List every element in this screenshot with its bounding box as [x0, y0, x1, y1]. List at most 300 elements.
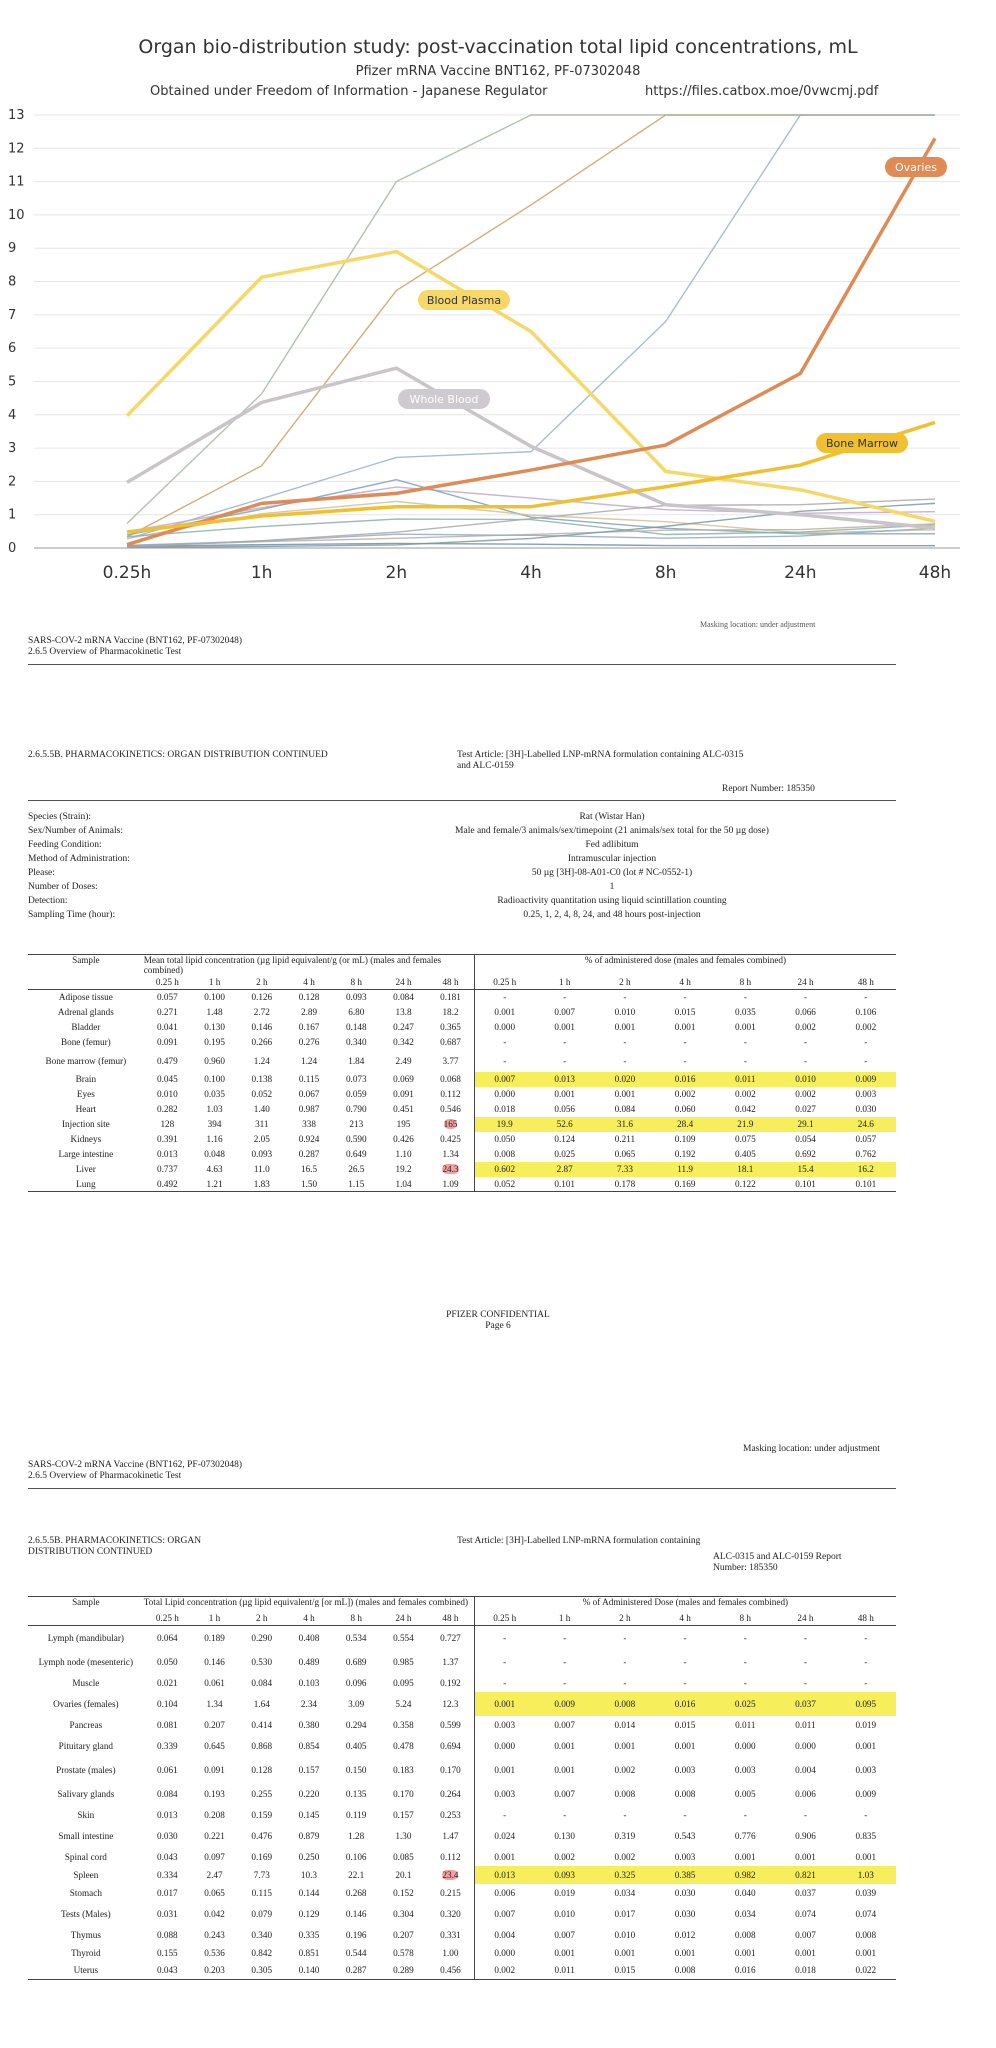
percent-dose-cell: -: [864, 1632, 868, 1643]
organ-name: Lung: [28, 1177, 144, 1192]
meta-value: 0.25, 1, 2, 4, 8, 24, and 48 hours post-injection: [523, 910, 701, 920]
percent-dose-cell: -: [864, 1677, 868, 1688]
concentration-value: 1.30: [395, 1830, 412, 1841]
time-header: 48 h: [836, 975, 896, 990]
percent-dose-cell: 0.016: [715, 1962, 775, 1980]
concentration-value: 0.079: [251, 1908, 273, 1919]
meta-label: Sampling Time (hour):: [28, 910, 116, 920]
organ-name: Bone marrow (femur): [45, 1055, 127, 1066]
concentration-cell: [285, 1650, 332, 1674]
concentration-cell: [285, 1758, 332, 1782]
x-tick-label: 0.25h: [102, 563, 152, 583]
concentration-cell: [144, 1944, 191, 1962]
concentration-value: 0.100: [204, 992, 225, 1003]
concentration-cell: [144, 1674, 191, 1692]
y-tick-label: 2: [8, 474, 17, 490]
time-header: 4 h: [285, 1611, 332, 1626]
percent-dose-cell: 0.052: [474, 1177, 534, 1192]
concentration-cell: [427, 1734, 474, 1758]
percent-dose-cell: 0.006: [795, 1788, 816, 1799]
percent-dose-cell: -: [864, 1656, 868, 1667]
concentration-cell: [238, 1824, 285, 1848]
concentration-cell: [380, 1650, 427, 1674]
concentration-value: 0.144: [298, 1887, 320, 1898]
percent-dose-cell: 0.042: [735, 1104, 756, 1114]
concentration-value: 0.320: [440, 1908, 461, 1919]
concentration-cell: [380, 1944, 427, 1962]
percent-dose-cell: 0.003: [474, 1716, 534, 1734]
percent-dose-cell: 0.000: [474, 1087, 534, 1102]
concentration-cell: [238, 1626, 285, 1650]
concentration-value: 0.924: [298, 1134, 320, 1144]
concentration-cell: [380, 1782, 427, 1806]
percent-dose-cell: 0.005: [734, 1788, 756, 1799]
report-line: ALC-0315 and ALC-0159 Report: [713, 1552, 842, 1562]
percent-dose-cell: 0.001: [614, 1022, 636, 1032]
percent-dose-cell: 0.008: [655, 1962, 715, 1980]
concentration-value: 1.83: [253, 1178, 270, 1189]
concentration-value: 0.405: [345, 1740, 367, 1751]
percent-dose-cell: 0.034: [614, 1887, 636, 1898]
percent-dose-cell: -: [563, 1632, 567, 1643]
concentration-value: 0.183: [393, 1764, 414, 1775]
concentration-value: 10.3: [300, 1869, 317, 1880]
concentration-cell: [144, 1926, 191, 1944]
concentration-value: 19.2: [395, 1164, 412, 1174]
concentration-cell: [144, 1626, 191, 1650]
concentration-value: 0.138: [251, 1074, 273, 1084]
concentration-value: 0.215: [440, 1887, 461, 1898]
organ-name: Spinal cord: [64, 1851, 107, 1862]
table-row: [28, 1944, 896, 1962]
percent-dose-cell: -: [563, 1656, 567, 1667]
time-header: 24 h: [380, 1611, 427, 1626]
percent-dose-cell: 0.001: [855, 1947, 877, 1958]
concentration-cell: [238, 1782, 285, 1806]
percent-dose-cell: 0.027: [795, 1104, 816, 1114]
concentration-value: 0.220: [298, 1788, 320, 1799]
concentration-value: 0.207: [393, 1929, 414, 1940]
concentration-value: 0.106: [345, 1851, 367, 1862]
concentration-value: 0.358: [393, 1719, 414, 1730]
percent-dose-cell: 0.066: [795, 1007, 816, 1017]
percent-dose-cell: 0.319: [614, 1830, 636, 1841]
percent-dose-cell: 0.010: [614, 1929, 636, 1940]
meta-label: Feeding Condition:: [28, 840, 102, 850]
concentration-value: 0.414: [251, 1719, 273, 1730]
percent-dose-cell: 0.001: [614, 1740, 636, 1751]
percent-dose-cell: 21.9: [715, 1117, 775, 1132]
percent-dose-cell: 0.124: [554, 1134, 576, 1144]
concentration-cell: [191, 1692, 238, 1716]
concentration-cell: [191, 1626, 238, 1650]
percent-dose-cell: 0.003: [474, 1782, 534, 1806]
concentration-cell: [191, 1902, 238, 1926]
label-ovaries: Ovaries: [895, 161, 937, 174]
time-header: 48 h: [427, 1611, 474, 1626]
percent-dose-cell: 0.835: [855, 1830, 877, 1841]
concentration-value: 0.093: [251, 1149, 273, 1159]
concentration-cell: [380, 1884, 427, 1902]
concentration-cell: [191, 1806, 238, 1824]
concentration-value: 0.104: [156, 1698, 178, 1709]
doc-header-line: SARS-COV-2 mRNA Vaccine (BNT162, PF-07302048): [28, 1460, 243, 1470]
percent-dose-cell: 0.004: [474, 1926, 534, 1944]
concentration-cell: [333, 1674, 380, 1692]
col-header-sample: Sample: [28, 955, 144, 976]
concentration-value: 0.048: [204, 1149, 225, 1159]
concentration-value: 0.061: [204, 1677, 225, 1688]
concentration-value: 2.89: [301, 1007, 318, 1017]
col-header-percent-dose: % of administered dose (males and females combined): [474, 955, 896, 976]
percent-dose-cell: 0.001: [855, 1851, 877, 1862]
concentration-value: 0.135: [345, 1788, 367, 1799]
concentration-value: 5.24: [395, 1698, 412, 1709]
concentration-value: 0.289: [393, 1965, 414, 1976]
concentration-cell: [380, 1674, 427, 1692]
organ-name: Thymus: [70, 1929, 101, 1940]
percent-dose-cell: 0.037: [795, 1887, 816, 1898]
percent-dose-cell: 0.050: [474, 1132, 534, 1147]
concentration-value: 0.250: [298, 1851, 320, 1862]
test-article-line: and ALC-0159: [457, 761, 514, 771]
concentration-value: 2.49: [395, 1055, 412, 1066]
percent-dose-cell: 0.074: [795, 1908, 816, 1919]
time-header: 4 h: [285, 975, 332, 990]
percent-dose-cell: 0.000: [474, 1020, 534, 1035]
organ-name: Adrenal glands: [57, 1007, 114, 1017]
percent-dose-cell: -: [743, 1055, 747, 1066]
percent-dose-cell: 0.013: [474, 1866, 534, 1884]
concentration-value: 0.157: [393, 1809, 414, 1820]
header-rule: [28, 1488, 896, 1489]
section-title: [28, 1536, 201, 1558]
percent-dose-cell: 15.4: [775, 1162, 835, 1177]
percent-dose-cell: -: [474, 990, 534, 1005]
percent-dose-cell: 0.003: [734, 1764, 756, 1775]
percent-dose-cell: 0.000: [795, 1740, 816, 1751]
concentration-cell: [427, 1716, 474, 1734]
percent-dose-cell: 0.009: [836, 1072, 896, 1087]
concentration-value: 1.00: [442, 1947, 459, 1958]
percent-dose-cell: 0.001: [614, 1947, 636, 1958]
concentration-value: 0.492: [157, 1178, 178, 1189]
concentration-cell: [285, 1824, 332, 1848]
section-title: 2.6.5.5B. PHARMACOKINETICS: ORGAN DISTRIBUTION CONTINUED: [28, 750, 328, 760]
concentration-cell: [380, 1734, 427, 1758]
concentration-cell: [285, 1866, 332, 1884]
concentration-value: 0.093: [345, 992, 367, 1003]
percent-dose-cell: 2.87: [535, 1162, 595, 1177]
concentration-value: 0.478: [393, 1740, 414, 1751]
concentration-cell: [333, 1782, 380, 1806]
concentration-value: 1.47: [442, 1830, 459, 1841]
concentration-cell: [427, 1674, 474, 1692]
x-tick-label: 1h: [250, 563, 273, 583]
organ-name: Bladder: [71, 1022, 101, 1032]
percent-dose-cell: 29.1: [775, 1117, 835, 1132]
concentration-value: 0.095: [393, 1677, 414, 1688]
concentration-value: 0.068: [440, 1074, 461, 1084]
concentration-cell: [191, 1824, 238, 1848]
concentration-value: 0.115: [298, 1074, 320, 1084]
concentration-value: 0.271: [157, 1007, 178, 1017]
percent-dose-cell: -: [864, 1037, 868, 1047]
concentration-value: 0.737: [157, 1164, 178, 1174]
percent-dose-cell: -: [803, 1677, 807, 1688]
concentration-cell: [427, 1902, 474, 1926]
percent-dose-cell: 0.074: [855, 1908, 877, 1919]
percent-dose-cell: -: [804, 1055, 808, 1066]
percent-dose-cell: 0.030: [674, 1887, 696, 1898]
percent-dose-cell: 0.001: [735, 1022, 756, 1032]
concentration-cell: [380, 1962, 427, 1980]
doc-header-line: 2.6.5 Overview of Pharmacokinetic Test: [28, 647, 182, 657]
concentration-value: 1.64: [253, 1698, 270, 1709]
percent-dose-cell: 0.002: [474, 1962, 534, 1980]
percent-dose-cell: 0.011: [735, 1719, 756, 1730]
concentration-value: 0.987: [298, 1104, 320, 1114]
section-title-line: DISTRIBUTION CONTINUED: [28, 1547, 153, 1557]
concentration-value: 0.305: [251, 1965, 273, 1976]
concentration-value: 0.340: [345, 1037, 367, 1047]
concentration-cell: [144, 1884, 191, 1902]
concentration-cell: [427, 1926, 474, 1944]
percent-dose-cell: 0.019: [855, 1719, 877, 1730]
col-header-percent-dose: % of Administered Dose (males and females combined): [474, 1597, 896, 1612]
concentration-value: 2.34: [300, 1698, 317, 1709]
concentration-value: 0.043: [156, 1965, 178, 1976]
organ-name: Spleen: [73, 1869, 99, 1880]
concentration-value: 0.408: [298, 1632, 320, 1643]
report-line: Number: 185350: [713, 1563, 778, 1573]
meta-value: Male and female/3 animals/sex/timepoint (21 animals/sex total for the 50 µg dose): [455, 826, 769, 836]
concentration-cell: [427, 1626, 474, 1650]
table-row: [28, 1650, 896, 1674]
time-header: 0.25 h: [144, 1611, 191, 1626]
time-header: 4 h: [655, 975, 715, 990]
concentration-value: 0.304: [393, 1908, 414, 1919]
concentration-cell: [238, 1866, 285, 1884]
concentration-value: 0.065: [204, 1887, 225, 1898]
percent-dose-cell: 1.03: [836, 1866, 896, 1884]
concentration-cell: [333, 1692, 380, 1716]
concentration-cell: [238, 1734, 285, 1758]
concentration-cell: [238, 1692, 285, 1716]
concentration-value: 213: [349, 1119, 364, 1129]
y-tick-label: 12: [8, 141, 25, 157]
concentration-value: 0.534: [345, 1632, 367, 1643]
percent-dose-cell: 0.001: [734, 1947, 756, 1958]
percent-dose-cell: 0.084: [614, 1104, 636, 1114]
concentration-value: 0.196: [345, 1929, 367, 1940]
concentration-value: 0.340: [251, 1929, 273, 1940]
table-row: [28, 1902, 896, 1926]
organ-name: Lymph node (mesenteric): [38, 1656, 134, 1667]
percent-dose-cell: 0.002: [855, 1022, 877, 1032]
meta-label: Number of Doses:: [28, 882, 98, 892]
chart-source-url[interactable]: https://files.catbox.moe/0vwcmj.pdf: [645, 84, 879, 99]
concentration-value: 0.064: [156, 1632, 178, 1643]
x-tick-label: 2h: [385, 563, 408, 583]
concentration-value: 0.084: [251, 1677, 273, 1688]
percent-dose-cell: 0.602: [474, 1162, 534, 1177]
percent-dose-cell: 0.011: [795, 1719, 816, 1730]
concentration-cell: [380, 1824, 427, 1848]
meta-value: Rat (Wistar Han): [579, 812, 645, 822]
concentration-cell: [333, 1962, 380, 1980]
table-row: [28, 1866, 896, 1884]
concentration-value: 1.34: [442, 1149, 459, 1159]
concentration-cell: [144, 1650, 191, 1674]
concentration-value: 1.48: [206, 1007, 223, 1017]
concentration-value: 0.530: [251, 1656, 273, 1667]
concentration-cell: [333, 1716, 380, 1734]
percent-dose-cell: -: [623, 1632, 627, 1643]
concentration-value: 0.544: [345, 1947, 367, 1958]
concentration-value: 0.689: [345, 1656, 367, 1667]
concentration-value: 0.294: [345, 1719, 367, 1730]
table-time-row: [28, 1611, 896, 1626]
percent-dose-cell: 0.821: [775, 1866, 835, 1884]
concentration-value: 1.09: [442, 1178, 459, 1189]
y-tick-label: 4: [8, 407, 17, 423]
table-row: [28, 1806, 896, 1824]
organ-name: Heart: [75, 1104, 97, 1114]
concentration-value: 16.5: [301, 1164, 318, 1174]
percent-dose-cell: -: [563, 1677, 567, 1688]
percent-dose-cell: 0.178: [595, 1177, 655, 1192]
time-header: 2 h: [238, 975, 285, 990]
concentration-value: 11.0: [253, 1164, 270, 1174]
organ-name: Stomach: [69, 1887, 102, 1898]
concentration-cell: [238, 1716, 285, 1734]
percent-dose-cell: -: [563, 1037, 567, 1047]
concentration-cell: [238, 1902, 285, 1926]
organ-name: Tests (Males): [61, 1908, 111, 1919]
percent-dose-cell: 0.007: [554, 1007, 576, 1017]
organ-name: Lymph (mandibular): [47, 1632, 124, 1643]
concentration-cell: [427, 1962, 474, 1980]
concentration-value: 0.157: [298, 1764, 320, 1775]
percent-dose-cell: 0.008: [674, 1788, 696, 1799]
concentration-cell: [285, 1926, 332, 1944]
percent-dose-cell: 0.093: [535, 1866, 595, 1884]
percent-dose-cell: 0.001: [554, 1740, 575, 1751]
concentration-value: 0.264: [440, 1788, 461, 1799]
concentration-value: 0.115: [251, 1887, 272, 1898]
concentration-value: 0.081: [156, 1719, 178, 1730]
chart-title: Organ bio-distribution study: post-vaccination total lipid concentrations, mL: [138, 36, 858, 58]
concentration-value: 0.112: [440, 1089, 461, 1099]
percent-dose-cell: 0.405: [735, 1149, 756, 1159]
concentration-value: 0.050: [156, 1656, 178, 1667]
percent-dose-cell: 24.6: [836, 1117, 896, 1132]
percent-dose-cell: 0.003: [674, 1851, 696, 1862]
concentration-value: 0.096: [345, 1677, 367, 1688]
percent-dose-cell: 0.001: [795, 1947, 816, 1958]
organ-name: Skin: [77, 1809, 95, 1820]
percent-dose-cell: 0.001: [614, 1089, 636, 1099]
concentration-value: 1.03: [206, 1104, 223, 1114]
concentration-value: 0.546: [440, 1104, 461, 1114]
organ-name: Brain: [75, 1074, 97, 1084]
concentration-cell: [285, 1692, 332, 1716]
percent-dose-cell: 0.001: [554, 1089, 576, 1099]
concentration-value: 1.21: [206, 1178, 223, 1189]
concentration-cell: [285, 1782, 332, 1806]
doc-header: [28, 1460, 242, 1482]
percent-dose-cell: 0.001: [474, 1692, 534, 1716]
percent-dose-cell: 0.011: [535, 1962, 595, 1980]
concentration-cell: [380, 1758, 427, 1782]
time-header: 0.25 h: [474, 1611, 534, 1626]
concentration-value: 0.426: [393, 1134, 414, 1144]
test-article: Test Article: [3H]-Labelled LNP-mRNA formulation containing: [457, 1536, 701, 1546]
concentration-value: 0.253: [440, 1809, 461, 1820]
concentration-value: 0.126: [251, 992, 273, 1003]
percent-dose-cell: 0.016: [655, 1072, 715, 1087]
percent-dose-cell: -: [623, 1037, 627, 1047]
percent-dose-cell: -: [563, 1809, 567, 1820]
percent-dose-cell: 0.020: [595, 1072, 655, 1087]
concentration-cell: [285, 1902, 332, 1926]
concentration-value: 394: [207, 1119, 222, 1129]
concentration-value: 1.04: [395, 1178, 412, 1189]
concentration-cell: [285, 1944, 332, 1962]
time-header: 8 h: [715, 975, 775, 990]
concentration-value: 1.10: [395, 1149, 412, 1159]
percent-dose-cell: 0.075: [735, 1134, 756, 1144]
concentration-cell: [380, 1902, 427, 1926]
concentration-value: 0.146: [204, 1656, 225, 1667]
concentration-cell: [144, 1962, 191, 1980]
concentration-value: 1.50: [301, 1178, 318, 1189]
percent-dose-cell: 0.095: [836, 1692, 896, 1716]
concentration-value: 0.842: [251, 1947, 273, 1958]
y-tick-label: 3: [8, 441, 17, 457]
concentration-value: 0.599: [440, 1719, 461, 1730]
organ-name: Muscle: [72, 1677, 100, 1688]
concentration-cell: [191, 1848, 238, 1866]
concentration-value: 0.112: [440, 1851, 461, 1862]
percent-dose-cell: -: [623, 992, 627, 1003]
concentration-value: 0.167: [298, 1022, 320, 1032]
concentration-cell: [238, 1674, 285, 1692]
organ-name: Large intestine: [58, 1149, 114, 1159]
concentration-value: 0.045: [157, 1074, 178, 1084]
percent-dose-cell: -: [474, 1650, 534, 1674]
percent-dose-cell: 0.130: [554, 1830, 575, 1841]
percent-dose-cell: 0.025: [554, 1149, 576, 1159]
concentration-value: 195: [396, 1119, 411, 1129]
doc-header-line: SARS-COV-2 mRNA Vaccine (BNT162, PF-07302048): [28, 636, 243, 646]
meta-value: Intramuscular injection: [567, 854, 657, 864]
percent-dose-cell: 0.025: [715, 1692, 775, 1716]
section-title-line: 2.6.5.5B. PHARMACOKINETICS: ORGAN: [28, 1536, 202, 1546]
y-tick-label: 1: [8, 507, 17, 523]
percent-dose-cell: -: [683, 1632, 687, 1643]
meta-label: Detection:: [28, 896, 68, 906]
concentration-cell: [144, 1716, 191, 1734]
percent-dose-cell: 0.057: [855, 1134, 877, 1144]
concentration-value: 0.041: [157, 1022, 178, 1032]
percent-dose-cell: 0.054: [795, 1134, 816, 1144]
concentration-value: 13.8: [395, 1007, 412, 1017]
concentration-cell: [144, 1866, 191, 1884]
percent-dose-cell: 0.019: [554, 1887, 575, 1898]
table-row: [28, 1716, 896, 1734]
